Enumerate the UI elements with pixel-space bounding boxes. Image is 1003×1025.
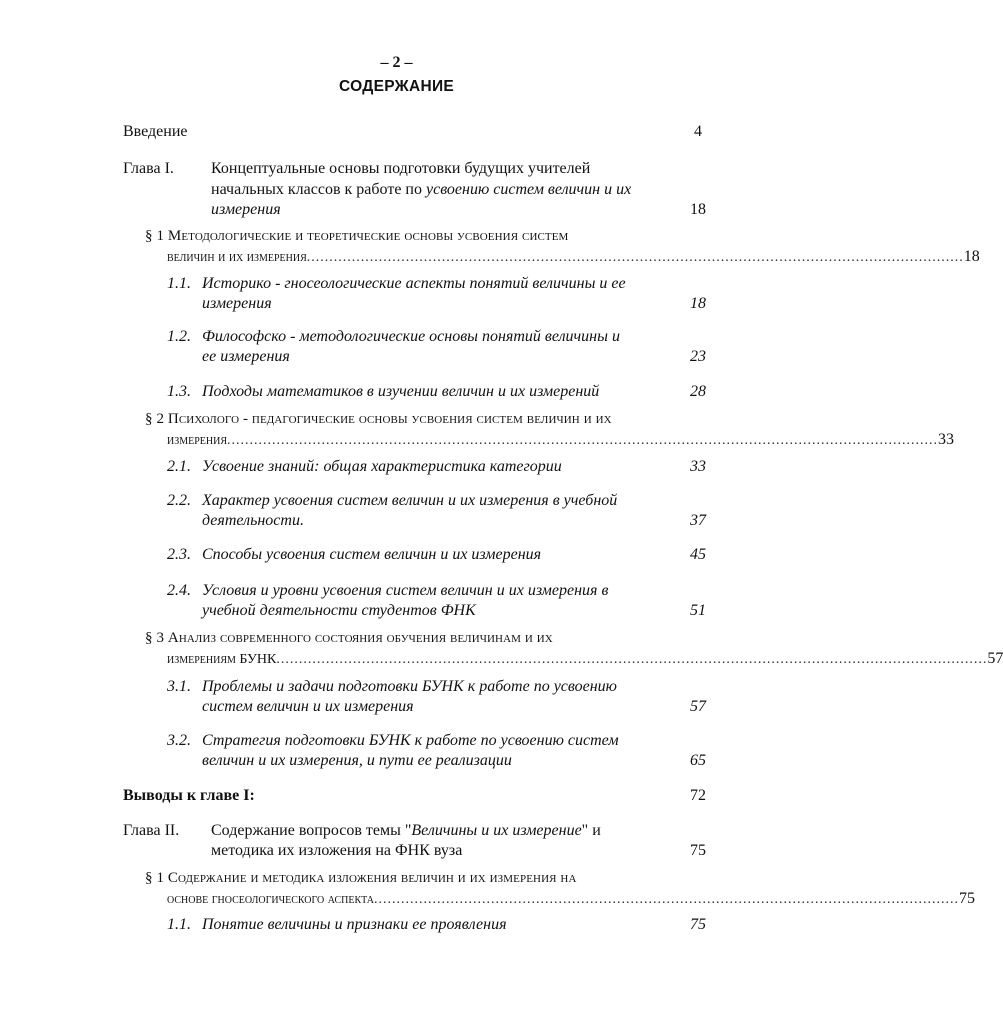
- item-2-3-page: 45: [690, 546, 706, 563]
- chapter1-line2a: начальных классов к работе по: [211, 181, 426, 198]
- chapter2-line2: методика их изложения на ФНК вуза: [211, 842, 463, 859]
- item-2-4-num: 2.4.: [167, 582, 191, 599]
- item-3-1-num: 3.1.: [167, 678, 191, 695]
- item-2b-1-1-page: 75: [690, 916, 706, 933]
- chapter2-line1a: Содержание вопросов темы ": [211, 822, 412, 839]
- item-2-1-num: 2.1.: [167, 458, 191, 475]
- chapter1-line2b: усвоению систем величин и их: [425, 181, 632, 198]
- item-2-2-page: 37: [690, 512, 706, 529]
- item-2-2-line2: деятельности.: [202, 512, 304, 529]
- item-3-1-line2: систем величин и их измерения: [202, 698, 414, 715]
- s2-leader: ..............................................................................................................................................................: [227, 433, 939, 448]
- s2-line2: [167, 429, 955, 451]
- s2-page: 33: [938, 431, 955, 448]
- conclusion1-label: Выводы к главе I:: [123, 787, 255, 804]
- item-1-2-line1: Философско - методологические основы понятий величины и: [202, 328, 620, 345]
- chapter1-page: 18: [690, 201, 706, 218]
- item-3-1-page: 57: [690, 698, 706, 715]
- item-1-2-page: 23: [690, 348, 706, 365]
- item-3-2-line2: величин и их измерения, и пути ее реализации: [202, 752, 512, 769]
- item-2-2-line1: Характер усвоения систем величин и их измерения в учебной: [202, 492, 618, 509]
- conclusion1-page: 72: [690, 787, 706, 804]
- item-1-1-num: 1.1.: [167, 275, 191, 292]
- s1-line1: § 1 Методологические и теоретические основы усвоения систем: [145, 228, 569, 244]
- s3-page: 57: [987, 650, 1003, 667]
- s2-line1: § 2 Психолого - педагогические основы усвоения систем величин и их: [145, 411, 612, 427]
- intro-page: 4: [694, 123, 702, 140]
- item-3-1-line1: Проблемы и задачи подготовки БУНК к работе по усвоению: [202, 678, 617, 695]
- item-1-3-num: 1.3.: [167, 383, 191, 400]
- s3-line1: § 3 Анализ современного состояния обучения величинам и их: [145, 630, 553, 646]
- chapter1-label: Глава I.: [123, 160, 174, 177]
- item-2b-1-1-num: 1.1.: [167, 916, 191, 933]
- chapter2-line1b: Величины и их измерение: [411, 822, 582, 839]
- s2-1-line2: [167, 888, 975, 910]
- item-3-2-num: 3.2.: [167, 732, 191, 749]
- item-2-4-page: 51: [690, 602, 706, 619]
- item-1-1-line2: измерения: [202, 295, 272, 312]
- s1-line2: [167, 246, 980, 268]
- item-1-3-line1: Подходы математиков в изучении величин и их измерений: [202, 383, 600, 400]
- item-1-2-num: 1.2.: [167, 328, 191, 345]
- chapter2-line1: [211, 820, 601, 841]
- item-2-4-line2: учебной деятельности студентов ФНК: [202, 602, 476, 619]
- item-2-4-line1: Условия и уровни усвоения систем величин и их измерения в: [202, 582, 609, 599]
- chapter1-line1: Концептуальные основы подготовки будущих учителей: [211, 160, 591, 177]
- item-2-2-num: 2.2.: [167, 492, 191, 509]
- chapter1-line2: [211, 179, 631, 200]
- page-number: – 2 –: [380, 54, 413, 71]
- s2-1-line2-text: основе гносеологического аспекта: [167, 892, 374, 907]
- item-3-2-line1: Стратегия подготовки БУНК к работе по усвоению систем: [202, 732, 619, 749]
- item-2-3-num: 2.3.: [167, 546, 191, 563]
- item-1-2-line2: ее измерения: [202, 348, 290, 365]
- item-2-3-line1: Способы усвоения систем величин и их измерения: [202, 546, 542, 563]
- item-3-2-page: 65: [690, 752, 706, 769]
- page-title: СОДЕРЖАНИЕ: [338, 78, 455, 95]
- item-1-3-page: 28: [690, 383, 706, 400]
- chapter2-page: 75: [690, 842, 706, 859]
- s1-leader: ..................................................................................................................................................: [306, 250, 964, 265]
- item-2-1-line1: Усвоение знаний: общая характеристика категории: [202, 458, 562, 475]
- s1-page: 18: [963, 248, 980, 265]
- s2-line2-text: измерения: [167, 433, 228, 448]
- item-1-1-page: 18: [690, 295, 706, 312]
- item-2b-1-1-line1: Понятие величины и признаки ее проявления: [202, 916, 507, 933]
- chapter1-line3: измерения: [211, 201, 281, 218]
- chapter2-line1c: " и: [581, 822, 601, 839]
- s2-1-leader: ..................................................................................................................................: [374, 892, 959, 907]
- s2-1-page: 75: [959, 890, 975, 907]
- s2-1-line1: § 1 Содержание и методика изложения величин и их измерения на: [145, 870, 577, 886]
- chapter2-label: Глава II.: [123, 822, 180, 839]
- item-2-1-page: 33: [690, 458, 706, 475]
- s3-line2-text: измерениям БУНК: [167, 652, 277, 667]
- s3-line2: [167, 648, 1003, 670]
- intro-label: Введение: [123, 123, 188, 140]
- s1-line2-text: величин и их измерения: [167, 250, 307, 265]
- item-1-1-line1: Историко - гносеологические аспекты понятий величины и ее: [202, 275, 626, 292]
- s3-leader: ..............................................................................................................................................................: [276, 652, 988, 667]
